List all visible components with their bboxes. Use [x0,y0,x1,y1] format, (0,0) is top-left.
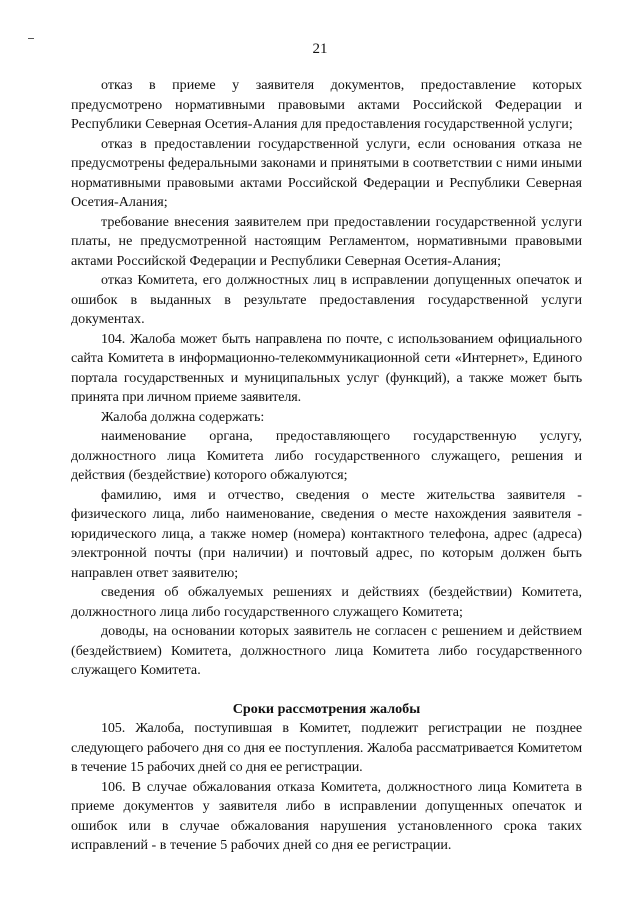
paragraph-applicant-details: фамилию, имя и отчество, сведения о месте жительства заявителя - физического лица, либо наименование, сведения о месте нахождения заявителя - юридического лица, а также номер (номера) контактного телефона, адрес (адреса) электронной почты (при наличии) и почтовый адрес, по которым должен быть направлен ответ заявителю; [71,486,582,581]
margin-mark [28,38,34,39]
paragraph-appealed-decisions: сведения об обжалуемых решениях и действиях (бездействии) Комитета, должностного лица либо государственного служащего Комитета; [71,584,582,620]
paragraph-104: 104. Жалоба может быть направлена по почте, с использованием официального сайта Комитета в информационно-телекоммуникационной сети «Интернет», Единого портала государственных и муниципальных услуг (функций), а также может быть принята при личном приеме заявителя. [71,330,582,405]
paragraph-complaint-contents: Жалоба должна содержать: [101,408,265,425]
paragraph-refusal-corrections: отказ Комитета, его должностных лиц в исправлении допущенных опечаток и ошибок в выданных в результате предоставления государственной услуги документах. [71,272,582,327]
page-number: 21 [312,41,328,57]
paragraph-authority-name: наименование органа, предоставляющего государственную услугу, должностного лица Комитета либо государственного служащего, решения и действия (бездействие) которого обжалуются; [71,428,582,483]
paragraph-105: 105. Жалоба, поступившая в Комитет, подлежит регистрации не позднее следующего рабочего дня со дня ее поступления. Жалоба рассматривается Комитетом в течение 15 рабочих дней со дня ее регистрации. [71,720,582,775]
section-heading: Сроки рассмотрения жалобы [232,700,421,717]
paragraph-106: 106. В случае обжалования отказа Комитета, должностного лица Комитета в приеме документов у заявителя либо в исправлении допущенных опечаток и ошибок или в случае обжалования нарушения установленного срока таких исправлений - в течение 5 рабочих дней со дня ее регистрации. [71,778,582,853]
paragraph-payment-demand: требование внесения заявителем при предоставлении государственной услуги платы, не предусмотренной настоящим Регламентом, нормативными правовыми актами Российской Федерации и Республики Северная Осетия-Алания; [71,213,582,269]
paragraph-arguments: доводы, на основании которых заявитель не согласен с решением и действием (бездействием) Комитета, должностного лица Комитета либо государственного служащего Комитета. [71,623,582,678]
document-body [71,76,582,856]
paragraph-refusal-documents: отказ в приеме у заявителя документов, предоставление которых предусмотрено нормативными правовыми актами Российской Федерации и Республики Северная Осетия-Алания для предоставления государственной услуги; [71,77,582,132]
paragraph-refusal-service: отказ в предоставлении государственной услуги, если основания отказа не предусмотрены федеральными законами и принятыми в соответствии с ними иными нормативными правовыми актами Российской Федерации и Республики Северная Осетия-Алания; [71,135,582,210]
